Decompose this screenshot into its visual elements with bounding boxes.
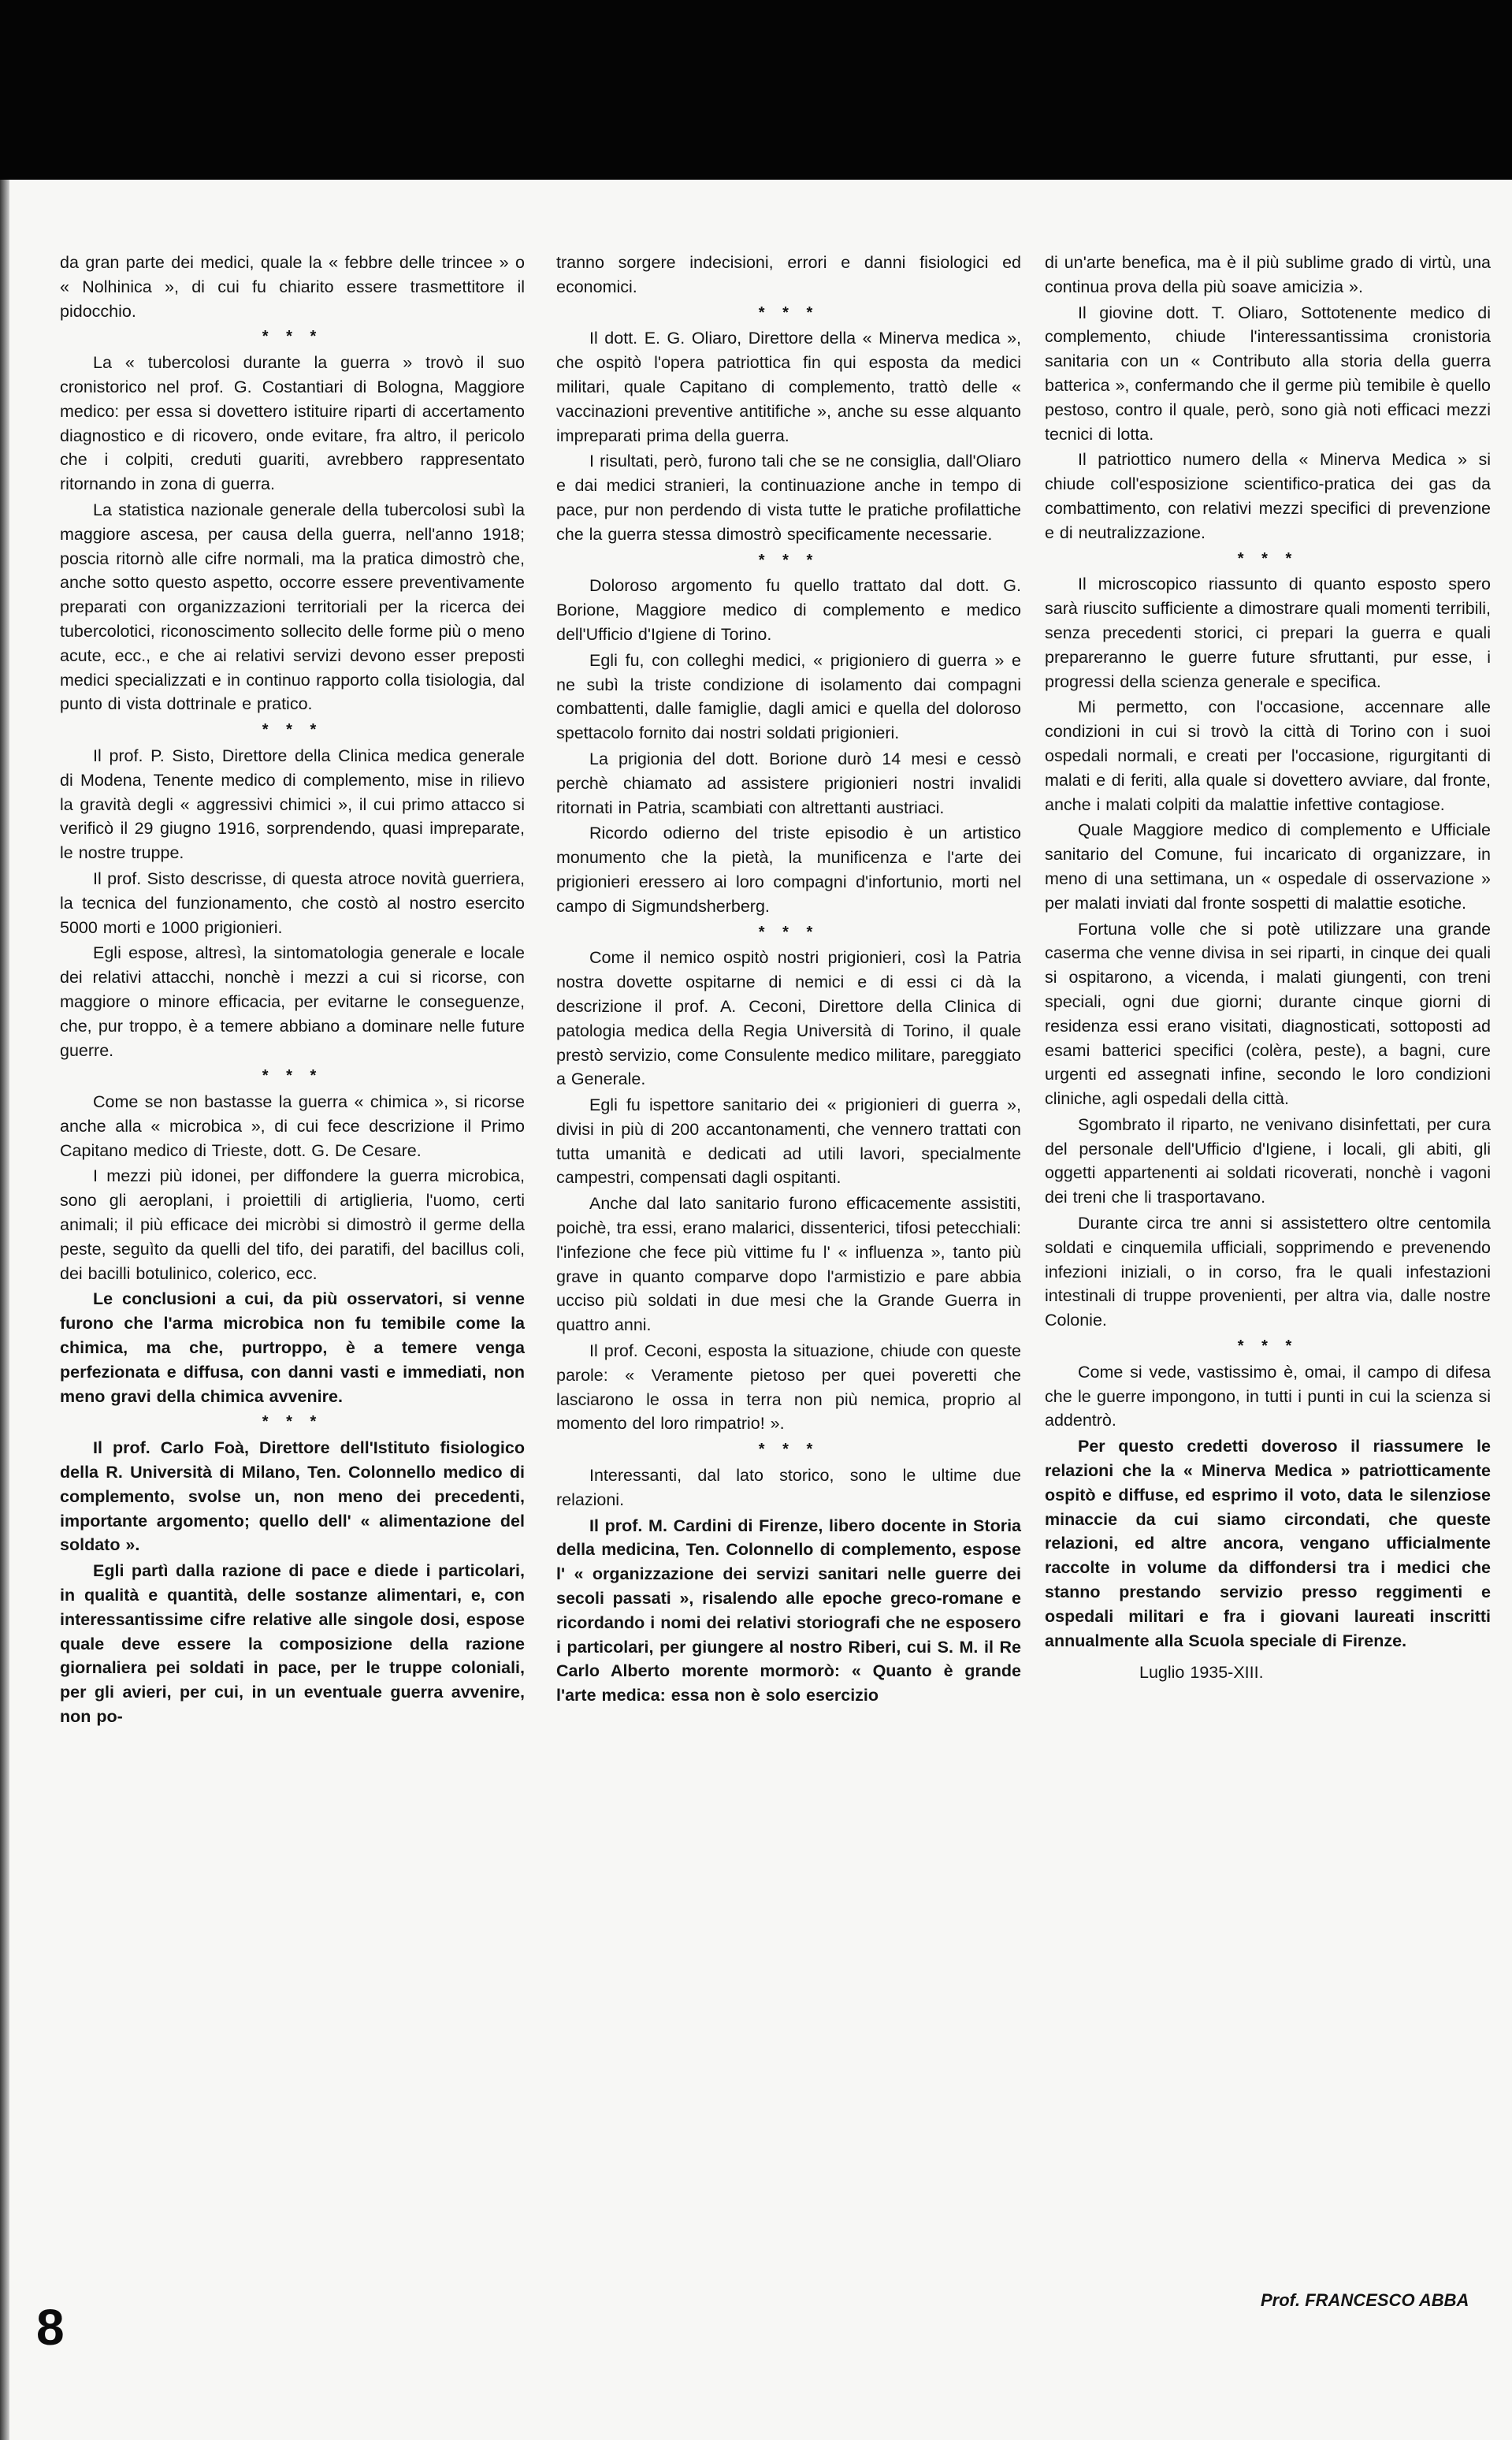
- section-separator: * * *: [1237, 1337, 1298, 1356]
- page-number: 8: [36, 2299, 65, 2356]
- paragraph: La prigionia del dott. Borione durò 14 mesi e cessò perchè chiamato ad assistere prigionieri nostri invalidi ritornati in Patria, scambiati con altrettanti austriaci.: [556, 749, 1021, 817]
- section-separator: * * *: [758, 551, 819, 569]
- paragraph: Il patriottico numero della « Minerva Medica » si chiude coll'esposizione scientifico-pratica dei gas da combattimento, con relativi mezzi specifici di prevenzione e di neutralizzazione.: [1045, 450, 1491, 542]
- text-column-1: [60, 251, 525, 1731]
- paragraph: Sgombrato il riparto, ne venivano disinfettati, per cura del personale dell'Ufficio d'Igiene, i locali, gli abiti, gli oggetti appartenenti ai soldati ricoverati, nonchè i vagoni dei treni che li trasportavano.: [1045, 1114, 1491, 1207]
- paragraph: Il dott. E. G. Oliaro, Direttore della « Minerva medica », che ospitò l'opera patriottica fin qui esposta da medici militari, quale Capitano di complemento, trattò delle « vaccinazioni preventive antitifiche », anche su esse alquanto impreparati prima della guerra.: [556, 329, 1021, 445]
- paragraph: Per questo credetti doveroso il riassumere le relazioni che la « Minerva Medica » patriotticamente ospitò e diffuse, ed esprimo il voto, data le silenziose minaccie da cui siamo circondati, che queste relazioni, ed altre ancora, vengano ufficialmente raccolte in volume da diffondersi tra i medici che stanno prestando servizio presso reggimenti e ospedali militari e fra i giovani laureati inscritti annualmente alla Scuola speciale di Firenze.: [1045, 1437, 1491, 1650]
- paragraph: I mezzi più idonei, per diffondere la guerra microbica, sono gli aeroplani, i proiettili di artiglieria, l'uomo, certi animali; il più efficace dei micròbi si dimostrò il germe della peste, seguìto da quelli del tifo, dei paratifi, del bacillus coli, dei bacilli botulinico, colerico, ecc.: [60, 1166, 525, 1283]
- paragraph: Come se non bastasse la guerra « chimica », si ricorse anche alla « microbica », di cui fece descrizione il Primo Capitano medico di Trieste, dott. G. De Cesare.: [60, 1092, 525, 1160]
- paragraph: Il prof. M. Cardini di Firenze, libero docente in Storia della medicina, Ten. Colonnello di complemento, espose l' « organizzazione dei servizi sanitari nelle guerre dei secoli passati », risalendo alle epoche greco-romane e ricordando i nomi dei relativi storiografi che ne esposero i particolari, per giungere al nostro Riberi, cui S. M. il Re Carlo Alberto morente mormorò: « Quanto è grande l'arte medica: essa non è solo esercizio: [556, 1516, 1021, 1705]
- section-separator: * * *: [262, 328, 323, 346]
- paragraph: Il prof. Ceconi, esposta la situazione, chiude con queste parole: « Veramente pietoso per quei poveretti che lasciarono le ossa in terra non più nemica, proprio al momento del loro rimpatrio! ».: [556, 1341, 1021, 1434]
- section-separator: * * *: [758, 303, 819, 322]
- paragraph: Quale Maggiore medico di complemento e Ufficiale sanitario del Comune, fui incaricato di organizzare, in meno di una settimana, un « ospedale di osservazione » per malati inviati dal fronte sospetti di malattie esotiche.: [1045, 820, 1491, 913]
- paragraph: di un'arte benefica, ma è il più sublime grado di virtù, una continua prova della più soave amicizia ».: [1045, 253, 1491, 296]
- text-column-2: [556, 251, 1021, 1709]
- section-separator: * * *: [758, 1441, 819, 1459]
- date-line: Luglio 1935-XIII.: [1139, 1663, 1264, 1683]
- paragraph: Il prof. Sisto descrisse, di questa atroce novità guerriera, la tecnica del funzionamento, che costò al nostro esercito 5000 morti e 1000 prigionieri.: [60, 869, 525, 937]
- paragraph: Come il nemico ospitò nostri prigionieri, così la Patria nostra dovette ospitarne di nemici e di essi ci dà la descrizione il prof. A. Ceconi, Direttore della Clinica di patologia medica della Regia Università di Torino, il quale prestò servizio, come Consulente medico militare, pareggiato a Generale.: [556, 948, 1021, 1089]
- paragraph: Egli espose, altresì, la sintomatologia generale e locale dei relativi attacchi, nonchè i mezzi a cui si ricorse, con maggiore o minore efficacia, per evitarne le conseguenze, che, pur troppo, è a temere abbiano a dominare nelle future guerre.: [60, 943, 525, 1060]
- paragraph: Egli fu ispettore sanitario dei « prigionieri di guerra », divisi in più di 200 accantonamenti, che vennero trattati con tutta umanità e dedicati ad utili lavori, specialmente campestri, compensati dagli ospitanti.: [556, 1095, 1021, 1188]
- scan-left-edge: [0, 180, 9, 2440]
- section-separator: * * *: [1237, 549, 1298, 567]
- author-signature: Prof. FRANCESCO ABBA: [1261, 2290, 1469, 2310]
- text-column-3: [1045, 251, 1491, 1687]
- section-separator: * * *: [262, 1067, 323, 1085]
- paragraph: I risultati, però, furono tali che se ne consiglia, dall'Oliaro e dai medici stranieri, la continuazione anche in tempo di pace, pur non perdendo di vista tutte le pratiche profilattiche che la guerra stessa dimostrò specificamente necessarie.: [556, 452, 1021, 544]
- paragraph: Il giovine dott. T. Oliaro, Sottotenente medico di complemento, chiude l'interessantissima cronistoria sanitaria con un « Contributo alla storia della guerra batterica », confermando che il germe più temibile è quello pestoso, contro il quale, però, sono già noti efficaci mezzi tecnici di lotta.: [1045, 303, 1491, 444]
- paragraph: Anche dal lato sanitario furono efficacemente assistiti, poichè, tra essi, erano malarici, dissenterici, tifosi petecchiali: l'infezione che fece più vittime fu l' « influenza », tanto più grave in quanto comparve dopo l'armistizio e pare abbia ucciso più soldati in due mesi che la Grande Guerra in quattro anni.: [556, 1194, 1021, 1335]
- section-separator: * * *: [262, 721, 323, 739]
- paragraph: tranno sorgere indecisioni, errori e danni fisiologici ed economici.: [556, 253, 1021, 296]
- paragraph: Doloroso argomento fu quello trattato dal dott. G. Borione, Maggiore medico di complemento e medico dell'Ufficio d'Igiene di Torino.: [556, 576, 1021, 644]
- section-separator: * * *: [758, 923, 819, 941]
- paragraph: Il prof. Carlo Foà, Direttore dell'Istituto fisiologico della R. Università di Milano, Ten. Colonnello medico di complemento, svolse un, non meno dei precedenti, importante argomento; quello dell' « alimentazione del soldato ».: [60, 1438, 525, 1555]
- paragraph: La statistica nazionale generale della tubercolosi subì la maggiore ascesa, per causa della guerra, nell'anno 1918; poscia ritornò alle cifre normali, ma la pratica dimostrò che, anche sotto questo aspetto, occorre essere preventivamente preparati con organizzazioni territoriali per la ricerca dei tubercolotici, riconoscimento sollecito delle forme più o meno acute, ecc., e che ai relativi servizi devono esser preposti medici specializzati e in continuo rapporto colla tisiologia, dal punto di vista dottrinale e pratico.: [60, 500, 525, 714]
- paragraph: Egli fu, con colleghi medici, « prigioniero di guerra » e ne subì la triste condizione di isolamento dai compagni combattenti, dalle famiglie, dagli amici e quella del doloroso spettacolo fornito dai nostri soldati prigionieri.: [556, 650, 1021, 743]
- paragraph: La « tubercolosi durante la guerra » trovò il suo cronistorico nel prof. G. Costantiari di Bologna, Maggiore medico: per essa si dovettero istituire riparti di accertamento diagnostico e di ricovero, onde evitare, fra altro, il pericolo che i colpiti, creduti guariti, avrebbero rappresentato ritornando in zona di guerra.: [60, 353, 525, 494]
- paragraph: Interessanti, dal lato storico, sono le ultime due relazioni.: [556, 1466, 1021, 1509]
- paragraph: Ricordo odierno del triste episodio è un artistico monumento che la pietà, la munificenza e l'arte dei prigionieri eressero ai loro compagni d'infortunio, morti nel campo di Sigmundsherberg.: [556, 824, 1021, 916]
- paragraph: Durante circa tre anni si assistettero oltre centomila soldati e cinquemila ufficiali, sopprimendo e prevenendo infezioni iniziali, o in corso, fra le quali infestazioni intestinali di truppe provenienti, per altra via, dalle nostre Colonie.: [1045, 1214, 1491, 1330]
- scan-dark-border: [0, 0, 1512, 180]
- section-separator: * * *: [262, 1413, 323, 1431]
- paragraph: Il microscopico riassunto di quanto esposto spero sarà riuscito sufficiente a dimostrare quali momenti terribili, senza precedenti storici, ci prepari la guerra e quali prepareranno le guerre future sfruttanti, pur esse, i progressi della scienza generale e specifica.: [1045, 575, 1491, 691]
- paragraph: Il prof. P. Sisto, Direttore della Clinica medica generale di Modena, Tenente medico di complemento, mise in rilievo la gravità degli « aggressivi chimici », il cui primo attacco si verificò il 29 giugno 1916, sorprendendo, quasi impreparate, le nostre truppe.: [60, 746, 525, 863]
- paragraph: Le conclusioni a cui, da più osservatori, si venne furono che l'arma microbica non fu temibile come la chimica, ma che, purtroppo, è a temere venga perfezionata e diffusa, con danni vasti e immediati, non meno gravi della chimica avvenire.: [60, 1289, 525, 1406]
- paragraph: Come si vede, vastissimo è, omai, il campo di difesa che le guerre impongono, in tutti i punti in cui la scienza si addentrò.: [1045, 1362, 1491, 1430]
- paragraph: da gran parte dei medici, quale la « febbre delle trincee » o « Nolhinica », di cui fu chiarito essere trasmettitore il pidocchio.: [60, 253, 525, 321]
- paragraph: Egli partì dalla razione di pace e diede i particolari, in qualità e quantità, delle sostanze alimentari, e, con interessantissime cifre relative alle singole dosi, espose quale deve essere la composizione della razione giornaliera pei soldati in pace, per le truppe coloniali, per gli avieri, per cui, in un eventuale guerra avvenire, non po-: [60, 1561, 525, 1727]
- paragraph: Mi permetto, con l'occasione, accennare alle condizioni in cui si trovò la città di Torino con i suoi ospedali normali, e creati per l'occasione, rigurgitanti di malati e di feriti, alla quale si dovettero avviare, dal fronte, anche i malati colpiti da malattie infettive contagiose.: [1045, 697, 1491, 814]
- paragraph: Fortuna volle che si potè utilizzare una grande caserma che venne divisa in sei riparti, in cinque dei quali si ospitarono, a vicenda, i malati giungenti, con treni speciali, ogni due giorni; durante cinque giorni di residenza essi erano visitati, diagnosticati, sottoposti ad esami batterici specifici (colèra, peste), a bagni, cure urgenti ed assegnati infine, secondo le loro condizioni cliniche, agli ospedali della città.: [1045, 919, 1491, 1109]
